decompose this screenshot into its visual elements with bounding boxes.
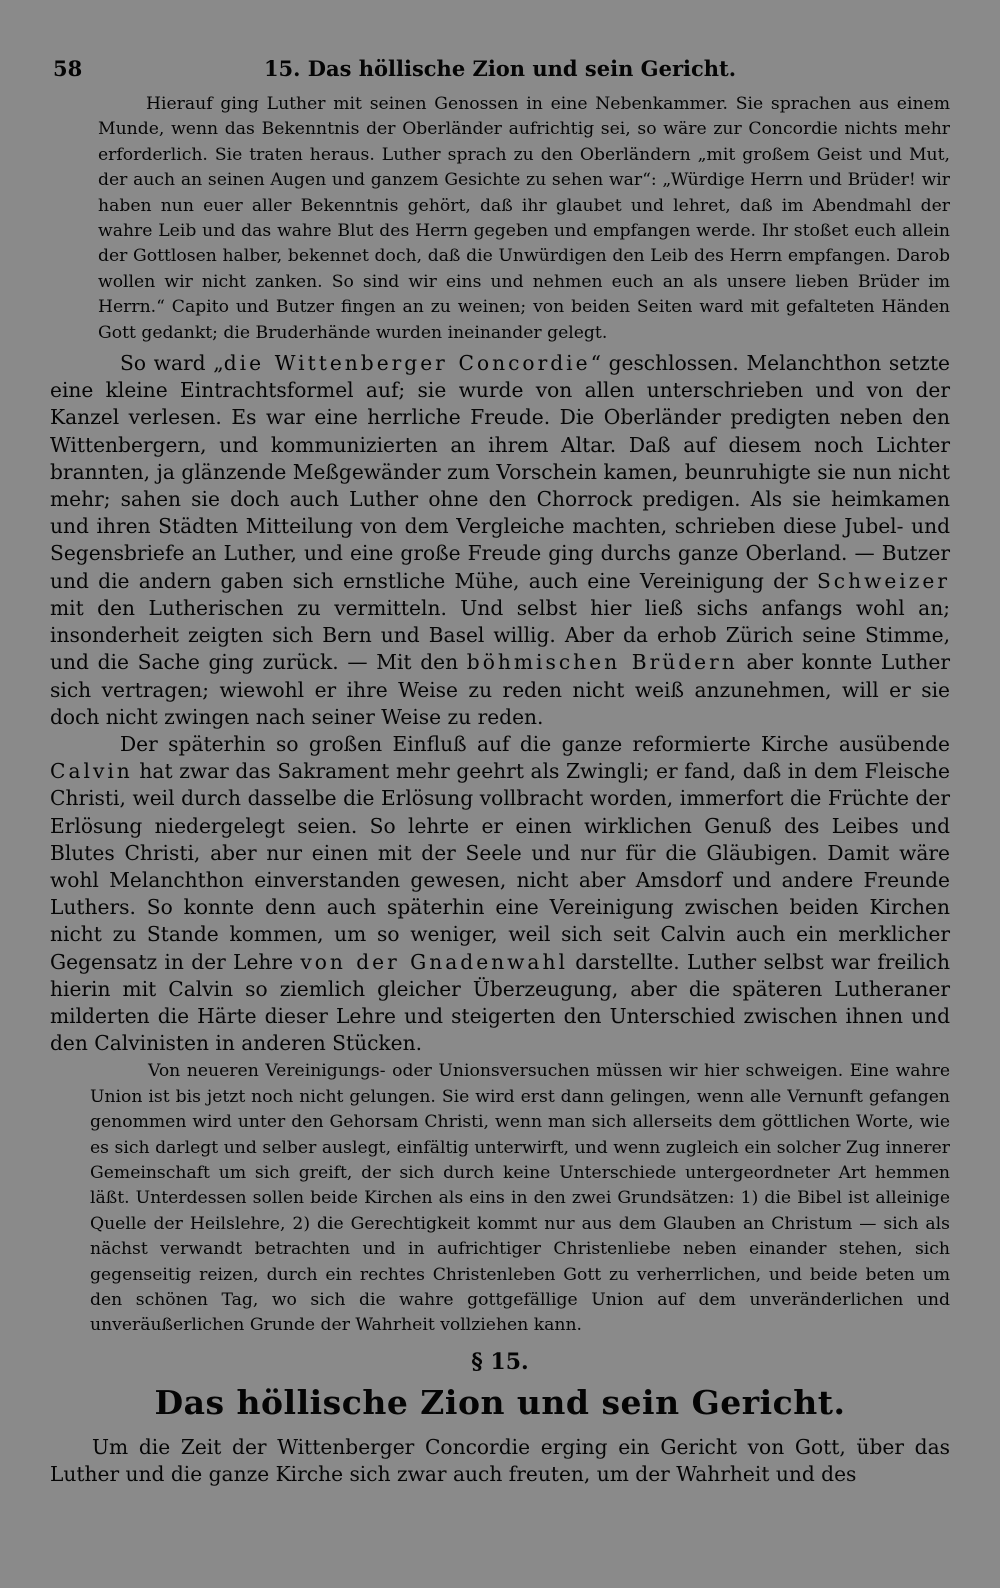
small-paragraph-1: Hierauf ging Luther mit seinen Genossen in eine Nebenkammer. Sie sprachen aus einem Munde, wenn das Bekenntnis der Oberländer aufrichtig sei, so wäre zur Concordie nichts mehr erforderlich. Sie traten heraus. Luther sprach zu den Oberländern „mit großem Geist und Mut, der auch an seinen Augen und ganzem Gesichte zu sehen war“: „Würdige Herrn und Brüder! wir haben nun euer aller Bekenntnis gehört, daß ihr glaubet und lehret, daß im Abendmahl der wahre Leib und das wahre Blut des Herrn gegeben und empfangen werde. Ihr stoßet euch allein der Gottlosen halber, bekennet doch, daß die Unwürdigen den Leib des Herrn empfangen. Darob wollen wir nicht zanken. So sind wir eins und nehmen euch an als unsere lieben Brüder im Herrn.“ Capito und Butzer fingen an zu weinen; von beiden Seiten ward mit gefalteten Händen Gott gedankt; die Bruderhände wurden ineinander gelegt. [98, 94, 950, 343]
emphasis-text: Schweizer [816, 568, 950, 593]
page-header [50, 50, 950, 84]
main-paragraph-1 [50, 350, 950, 731]
emphasis-text: böhmischen Brüdern [466, 650, 738, 675]
emphasis-text: Calvin [50, 759, 133, 784]
text-run: So ward „ [120, 351, 224, 376]
section-number: § 15. [471, 1348, 529, 1375]
main-paragraph-2 [50, 731, 950, 1057]
text-run: Der späterhin so großen Einfluß auf die ganze reformierte Kirche ausübende [120, 731, 950, 756]
text-run: mit den Lutherischen zu vermitteln. Und selbst hier ließ sichs anfangs wohl an; insonderheit zeigten sich Bern und Basel willig. Aber da erhob Zürich seine Stimme, und die Sache ging zurück. — Mit den [50, 595, 950, 675]
emphasis-text: die Wittenberger Concordie [223, 351, 591, 376]
emphasis-text: von der Gnadenwahl [300, 949, 568, 974]
text-run: aber konnte Luther sich vertragen; wiewohl er ihre Weise zu reden nicht weiß anzunehmen, will er sie doch nicht zwingen nach seiner Weise zu reden. [50, 650, 950, 729]
text-run: darstellte. Luther selbst war freilich hierin mit Calvin so ziemlich gleicher Überzeugung, aber die späteren Lutheraner milderten die Härte dieser Lehre und steigerten den Unterschied zwischen ihnen und den Calvinisten in anderen Stücken. [50, 949, 950, 1056]
text-run: “ geschlossen. Melanchthon setzte eine kleine Eintrachtsformel auf; sie wurde von allen unterschrieben und von der Kanzel verlesen. Es war eine herrliche Freude. Die Oberländer predigten neben den Wittenbergern, und kommunizierten an ihrem Altar. Daß auf diesem noch Lichter brannten, ja glänzende Meßgewänder zum Vorschein kamen, beunruhigte sie nun nicht mehr; sahen sie doch auch Luther ohne den Chorrock predigen. Als sie heimkamen und ihren Städten Mitteilung von dem Vergleiche machten, schrieben diese Jubel- und Segensbriefe an Luther, und eine große Freude ging durchs ganze Oberland. — Butzer und die andern gaben sich ernstliche Mühe, auch eine Vereinigung der [50, 351, 951, 593]
text-run: hat zwar das Sakrament mehr geehrt als Zwingli; er fand, daß in dem Fleische Christi, weil durch dasselbe die Erlösung vollbracht worden, immerfort die Früchte der Erlösung niedergelegt seien. So lehrte er einen wirklichen Genuß des Leibes und Blutes Christi, aber nur einen mit der Seele und nur für die Gläubigen. Damit wäre wohl Melanchthon einverstanden gewesen, nicht aber Amsdorf und andere Freunde Luthers. So konnte denn auch späterhin eine Vereinigung zwischen beiden Kirchen nicht zu Stande kommen, um so weniger, weil sich seit Calvin auch ein merklicher Gegensatz in der Lehre [50, 759, 950, 974]
running-title: 15. Das höllische Zion und sein Gericht. [263, 56, 737, 81]
main-paragraph-3: Um die Zeit der Wittenberger Concordie erging ein Gericht von Gott, über das Luther und die ganze Kirche sich zwar auch freuten, um der Wahrheit und des [50, 1434, 950, 1487]
page-number: 58 [53, 56, 83, 81]
small-paragraph-2: Von neueren Vereinigungs- oder Unionsversuchen müssen wir hier schweigen. Eine wahre Union ist bis jetzt noch nicht gelungen. Sie wird erst dann gelingen, wenn alle Vernunft gefangen genommen wird unter den Gehorsam Christi, wenn man sich allerseits dem göttlichen Worte, wie es sich darlegt und selber auslegt, einfältig unterwirft, und wenn zugleich ein solcher Zug innerer Gemeinschaft um sich greift, der sich durch keine Unterschiede untergeordneter Art hemmen läßt. Unterdessen sollen beide Kirchen als eins in den zwei Grundsätzen: 1) die Bibel ist alleinige Quelle der Heilslehre, 2) die Gerechtigkeit kommt nur aus dem Glauben an Christum — sich als nächst verwandt betrachten und in aufrichtiger Christenliebe neben einander stehen, sich gegenseitig reizen, durch ein rechtes Christenleben Gott zu verherrlichen, und beide beten um den schönen Tag, wo sich die wahre gottgefällige Union auf dem unveränderlichen und unveräußerlichen Grunde der Wahrheit vollziehen kann. [90, 1061, 950, 1336]
section-title: Das höllische Zion und sein Gericht. [154, 1382, 846, 1422]
page-body [50, 92, 950, 1488]
